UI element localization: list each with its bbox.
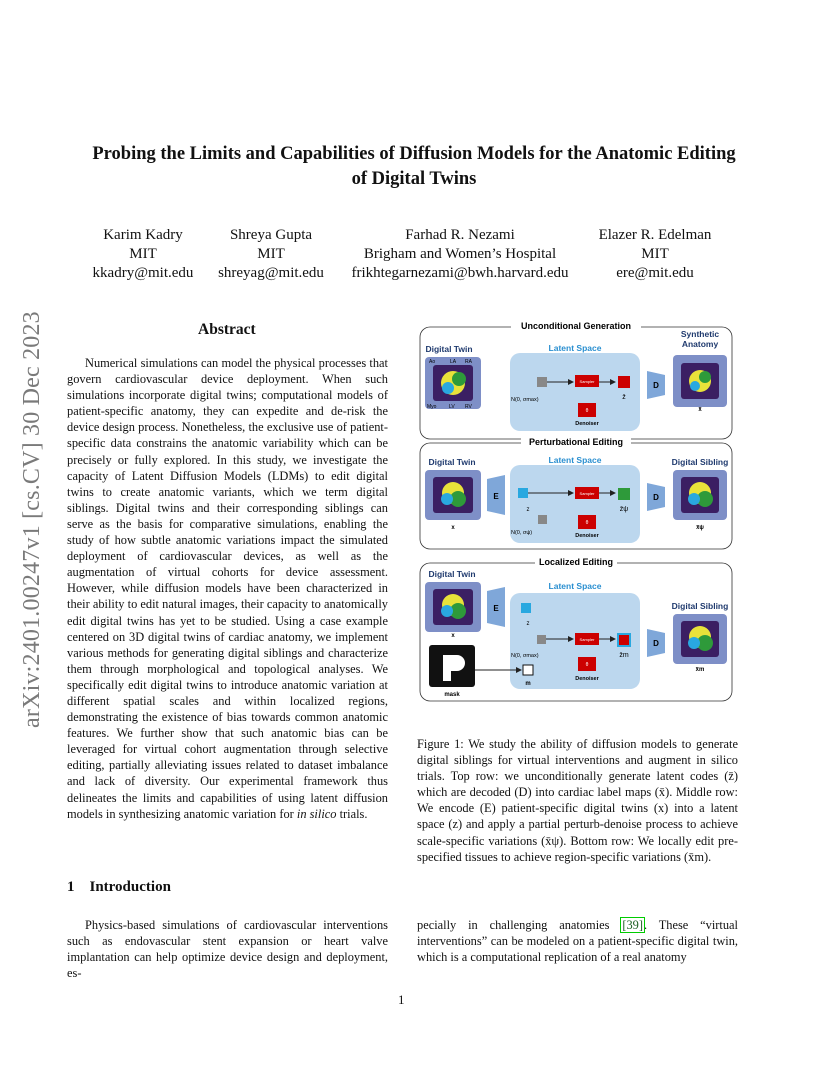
intro-paragraph-right [417,917,738,965]
denoiser-label: Denoiser [575,676,599,682]
author-affiliation: MIT [257,246,285,262]
author-affiliation: Brigham and Women’s Hospital [363,246,557,262]
xbar-m-label: x̄m [695,667,705,673]
section-heading [67,879,171,896]
z-label: z [526,621,530,627]
title-line-2: of Digital Twins [351,169,477,189]
author-2 [210,226,332,283]
noise-psi-label: N(0, σψ) [511,530,533,536]
author-4 [588,226,722,283]
digital-sibling-label: Digital Sibling [671,601,729,611]
zbar-psi-label: z̄ψ [619,506,629,513]
denoiser-label: Denoiser [575,533,599,539]
figure-1-diagram [415,315,741,706]
theta-label: θ [585,408,589,414]
abstract-body: Numerical simulations can model the physical processes that govern cardiovascular device deployment. When such simulations incorporate digital twins; computational models of patient-specific anatomy, they can expedite and de-risk the device design process. Nonetheless, the exclusive use of patient-specific data constrains the anatomic variability which can be precisely or fully explored. In this study, we investigate the capacity of Latent Diffusion Models (LDMs) to edit digital twins to create anatomic variants, which we term digital siblings. Digital twins and their corresponding siblings can serve as the basis for comparative simulations, enabling the study of how subtle anatomic variations impact the simulated deployment of cardiovascular devices, as well as the augmentation of virtual cohorts for device assessment. However, while diffusion models have been characterized in their ability to edit natural images, their capacity to anatomically edit digital twins has yet to be studied. Using a case example centered on 3D digital twins of cardiac anatomy, we implement various methods for generating digital siblings and characterize them through morphological and topological analyses. We specifically edit digital twins to introduce anatomic variation at different spatial scales and within localized regions, demonstrating the existence of bias towards common anatomic features. We further show that such anatomic bias can be leveraged for virtual cohort augmentation through selective editing, partially alleviating issues related to dataset imbalance and lack of diversity. Our experimental framework thus delineates the limits and capabilities of using latent diffusion models in synthesizing anatomic variation for [67,356,388,821]
author-email: ere@mit.edu [616,265,694,281]
m-label: m [525,681,531,687]
abstract-heading: Abstract [198,321,256,338]
sampler-label: Sampler [579,637,595,642]
digital-twin-label: Digital Twin [428,457,476,467]
zbar-m-label: z̄m [619,652,629,659]
author-name: Shreya Gupta [229,227,313,243]
sampler-label: Sampler [579,491,595,496]
xbar-psi-label: x̄ψ [696,525,704,531]
page-number: 1 [398,992,405,1007]
sampler-label: Sampler [579,379,595,384]
row2-title: Perturbational Editing [528,437,624,447]
intro-paragraph-left: Physics-based simulations of cardiovascular interventions such as endovascular stent expansion or heart valve implantation can help optimize device design and deployment, es- [67,918,388,981]
abstract-end: trials. [336,806,368,821]
author-email: frikhtegarnezami@bwh.harvard.edu [351,265,569,281]
section-title: Introduction [89,879,171,895]
paper-title [60,142,768,192]
citation-link[interactable]: [39] [622,918,643,932]
encoder-label: E [493,492,499,501]
author-affiliation: MIT [641,246,669,262]
synthetic-label-2: Anatomy [681,339,719,349]
denoiser-label: Denoiser [575,421,599,427]
noise-node [537,377,547,387]
author-1 [86,226,200,283]
latent-space-label: Latent Space [548,581,602,591]
synthetic-label-1: Synthetic [680,329,720,339]
author-email: kkadry@mit.edu [92,265,194,281]
x-label: x [451,525,455,531]
label-myo: Myo [427,404,437,410]
author-name: Karim Kadry [103,227,183,243]
latent-space-1 [510,353,640,431]
x-label: x [451,633,455,639]
zbar-label: z̄ [622,394,626,401]
latent-space-label: Latent Space [548,343,602,353]
arxiv-identifier: arXiv:2401.00247v1 [cs.CV] 30 Dec 2023 [19,311,45,728]
intro-text: pecially in challenging anatomies [417,918,622,932]
noise-label: N(0, σmax) [511,653,539,659]
digital-twin-label: Digital Twin [428,569,476,579]
theta-label: θ [585,520,589,526]
abstract-text [67,355,388,822]
label-ra: RA [465,359,472,365]
mask-label: mask [444,692,460,698]
intro-text: . These “virtual interventions” can be modeled on a patient-specific digital twin, which is a computational replication of a real anatomy [417,918,738,965]
row3-title: Localized Editing [538,557,614,567]
label-rv: RV [465,404,472,410]
decoder-label: D [653,381,659,390]
section-number: 1 [67,879,75,895]
xbar-label: x̄ [698,407,702,413]
author-3 [340,226,580,283]
author-name: Farhad R. Nezami [405,227,515,243]
latent-space-label: Latent Space [548,455,602,465]
label-ao: Ao [429,359,436,365]
theta-label: θ [585,662,589,668]
author-name: Elazer R. Edelman [598,227,712,243]
title-line-1: Probing the Limits and Capabilities of Diffusion Models for the Anatomic Editing [92,144,736,164]
noise-label: N(0, σmax) [511,397,539,403]
label-la: LA [450,359,457,365]
label-lv: LV [449,404,455,410]
digital-twin-label: Digital Twin [425,344,473,354]
latent-code-node [618,376,630,388]
figure-caption: Figure 1: We study the ability of diffusion models to generate digital siblings for virtual interventions and augment in silico trials. Top row: we unconditionally generate latent codes (z̄) which are decoded (D) into cardiac label maps (x̄). Middle row: We encode (E) patient-specific digital twins (x) into a latent space (z) and apply a partial perturb-denoise process to achieve scale-specific variations (x̄ψ). Bottom row: We locally edit pre-specified tissues to achieve region-specific variations (x̄m). [417,737,738,864]
digital-sibling-label: Digital Sibling [671,457,729,467]
abstract-italic: in silico [296,806,337,821]
encoder-label: E [493,604,499,613]
z-label: z [526,507,530,513]
decoder-label: D [653,639,659,648]
row1-title: Unconditional Generation [520,321,632,331]
author-email: shreyag@mit.edu [218,265,324,281]
author-affiliation: MIT [129,246,157,262]
decoder-label: D [653,493,659,502]
